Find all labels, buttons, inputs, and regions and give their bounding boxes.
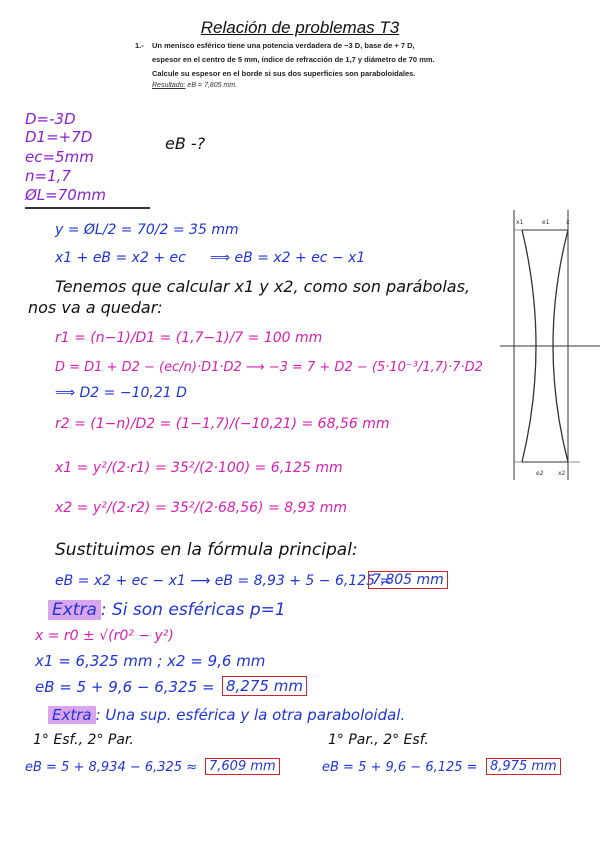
explanation-line-1: Tenemos que calcular x1 y x2, como son parábolas, <box>55 277 471 296</box>
extra2-heading <box>48 706 405 724</box>
extra2-text: : Una sup. esférica y la otra paraboloidal. <box>95 706 406 724</box>
problem-line-3: Calcule su espesor en el borde si sus dos superficies son paraboloidales. <box>152 69 416 78</box>
extra1-heading <box>48 600 286 620</box>
extra1-eB-equation: eB = 5 + 9,6 − 6,325 = <box>35 678 215 696</box>
extra2-left-equation: eB = 5 + 8,934 − 6,325 ≈ <box>25 760 198 775</box>
unknown-eB: eB -? <box>165 134 206 153</box>
extra1-tag: Extra <box>48 600 101 620</box>
extra1-x-formula: x = r0 ± √(r0² − y²) <box>35 628 174 644</box>
problem-line-2: espesor en el centro de 5 mm, índice de refracción de 1,7 y diámetro de 70 mm. <box>152 55 435 64</box>
extra1-x-values: x1 = 6,325 mm ; x2 = 9,6 mm <box>35 652 266 670</box>
D-equation: D = D1 + D2 − (ec/n)·D1·D2 ⟶ −3 = 7 + D2 − (5·10⁻³/1,7)·7·D2 <box>55 360 483 375</box>
extra1-eB-result: 8,275 mm <box>222 676 307 696</box>
label-e1: e1 <box>542 219 550 226</box>
x2-equation: x2 = y²/(2·r2) = 35²/(2·68,56) = 8,93 mm <box>55 500 348 516</box>
extra2-right-result: 8,975 mm <box>486 758 561 775</box>
r1-equation: r1 = (n−1)/D1 = (1,7−1)/7 = 100 mm <box>55 330 323 346</box>
extra2-left-result: 7,609 mm <box>205 758 280 775</box>
explanation-line-2: nos va a quedar: <box>28 298 163 317</box>
given-n: n=1,7 <box>25 167 71 185</box>
page-title: Relación de problemas T3 <box>200 18 400 37</box>
problem-result <box>152 82 237 89</box>
eB-final-result: 7,805 mm <box>368 571 448 589</box>
given-D1: D1=+7D <box>25 128 93 146</box>
eB-equation: eB = x2 + ec − x1 ⟶ eB = 8,93 + 5 − 6,125 = <box>55 573 392 589</box>
extra2-right-label: 1° Par., 2° Esf. <box>328 732 429 748</box>
extra2-tag: Extra <box>48 706 96 724</box>
y-equation: y = ØL/2 = 70/2 = 35 mm <box>55 222 239 238</box>
extra2-right-equation: eB = 5 + 9,6 − 6,125 = <box>322 760 478 775</box>
problem-line-1: Un menisco esférico tiene una potencia verdadera de −3 D, base de + 7 D, <box>152 41 415 50</box>
x1-equation: x1 = y²/(2·r1) = 35²/(2·100) = 6,125 mm <box>55 460 343 476</box>
label-e2: e2 <box>536 470 544 477</box>
sum-equation: x1 + eB = x2 + ec <box>55 250 186 266</box>
lens-diagram <box>500 200 600 490</box>
extra2-left-label: 1° Esf., 2° Par. <box>33 732 134 748</box>
substitution-text: Sustituimos en la fórmula principal: <box>55 540 358 560</box>
given-diameter: ØL=70mm <box>25 186 107 204</box>
problem-number: 1.- <box>135 41 144 50</box>
extra1-text: : Si son esféricas p=1 <box>100 600 286 620</box>
label-x2: x2 <box>558 470 566 477</box>
label-x: x <box>566 219 570 226</box>
divider-line <box>25 207 150 209</box>
given-ec: ec=5mm <box>25 148 94 166</box>
r2-equation: r2 = (1−n)/D2 = (1−1,7)/(−10,21) = 68,56 mm <box>55 416 390 432</box>
label-x1: x1 <box>516 219 524 226</box>
given-D: D=-3D <box>25 110 76 128</box>
result-value: eB = 7,805 mm. <box>187 82 238 89</box>
D2-result: ⟹ D2 = −10,21 D <box>55 385 187 401</box>
eB-relation: ⟹ eB = x2 + ec − x1 <box>210 250 366 266</box>
result-label: Resultado: <box>152 82 186 89</box>
